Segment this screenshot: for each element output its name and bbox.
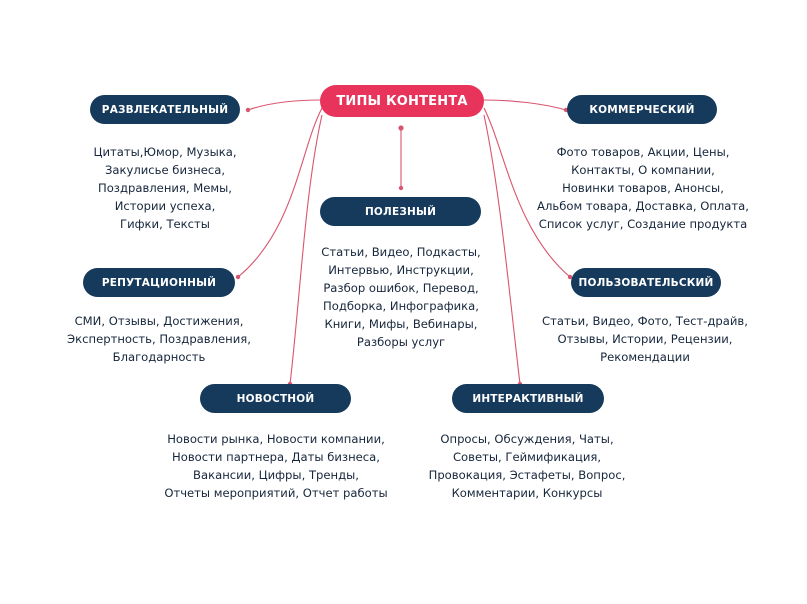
node-reputational-label: РЕПУТАЦИОННЫЙ: [101, 276, 217, 289]
list-item: Интервью, Инструкции,: [328, 263, 474, 277]
list-item: Отчеты мероприятий, Отчет работы: [164, 486, 388, 500]
list-item: Опросы, Обсуждения, Чаты,: [440, 432, 614, 446]
node-interactive: [452, 384, 604, 413]
list-item: Разборы услуг: [356, 335, 446, 349]
list-item: Статьи, Видео, Фото, Тест-драйв,: [542, 314, 748, 328]
list-item: Рекомендации: [600, 350, 690, 364]
node-commercial: [567, 95, 717, 124]
list-item: Новости партнера, Даты бизнеса,: [172, 450, 380, 464]
list-item: Новости рынка, Новости компании,: [167, 432, 385, 446]
connector-dot-useful: [399, 186, 403, 190]
node-news: [200, 384, 351, 413]
list-item: Разбор ошибок, Перевод,: [323, 281, 479, 295]
connector-commercial: [484, 100, 566, 110]
node-reputational: [83, 268, 235, 297]
list-item: Экспертность, Поздравления,: [67, 332, 251, 346]
list-item: Подборка, Инфографика,: [323, 299, 479, 313]
node-user-items: [534, 312, 756, 366]
root-node: [320, 85, 484, 117]
list-item: СМИ, Отзывы, Достижения,: [74, 314, 244, 328]
list-item: Контакты, О компании,: [571, 163, 715, 177]
root-label: ТИПЫ КОНТЕНТА: [336, 93, 468, 109]
connector-dot-entertainment: [246, 108, 250, 112]
node-user: [571, 268, 721, 297]
list-item: Вакансии, Цифры, Тренды,: [193, 468, 359, 482]
list-item: Цитаты,Юмор, Музыка,: [93, 145, 237, 159]
node-commercial-items: [532, 143, 754, 233]
node-entertainment-items: [60, 143, 270, 233]
list-item: Статьи, Видео, Подкасты,: [321, 245, 481, 259]
list-item: Новинки товаров, Анонсы,: [562, 181, 724, 195]
list-item: Благодарность: [112, 350, 206, 364]
list-item: Советы, Геймификация,: [452, 450, 602, 464]
list-item: Поздравления, Мемы,: [97, 181, 232, 195]
node-useful-items: [305, 243, 497, 351]
list-item: Комментарии, Конкурсы: [451, 486, 603, 500]
node-entertainment-label: РАЗВЛЕКАТЕЛЬНЫЙ: [101, 103, 229, 116]
list-item: Провокация, Эстафеты, Вопрос,: [428, 468, 626, 482]
node-news-items: [158, 430, 394, 502]
list-item: Отзывы, Истории, Рецензии,: [557, 332, 733, 346]
node-interactive-label: ИНТЕРАКТИВНЫЙ: [472, 392, 584, 405]
list-item: Альбом товара, Доставка, Оплата,: [537, 199, 749, 213]
list-item: Гифки, Тексты: [120, 217, 210, 231]
node-useful-label: ПОЛЕЗНЫЙ: [364, 205, 437, 218]
list-item: Закулисье бизнеса,: [104, 163, 226, 177]
node-commercial-label: КОММЕРЧЕСКИЙ: [589, 103, 695, 116]
node-news-label: НОВОСТНОЙ: [236, 392, 315, 405]
node-interactive-items: [418, 430, 636, 502]
node-useful: [320, 197, 481, 226]
node-entertainment: [90, 95, 240, 124]
list-item: Истории успеха,: [114, 199, 216, 213]
list-item: Книги, Мифы, Вебинары,: [324, 317, 478, 331]
connector-dot-root: [398, 125, 403, 130]
node-reputational-items: [55, 312, 263, 366]
connector-entertainment: [248, 100, 322, 110]
connector-dot-reputational: [236, 275, 240, 279]
list-item: Фото товаров, Акции, Цены,: [556, 145, 730, 159]
node-user-label: ПОЛЬЗОВАТЕЛЬСКИЙ: [578, 276, 714, 289]
list-item: Список услуг, Создание продукта: [538, 217, 748, 231]
